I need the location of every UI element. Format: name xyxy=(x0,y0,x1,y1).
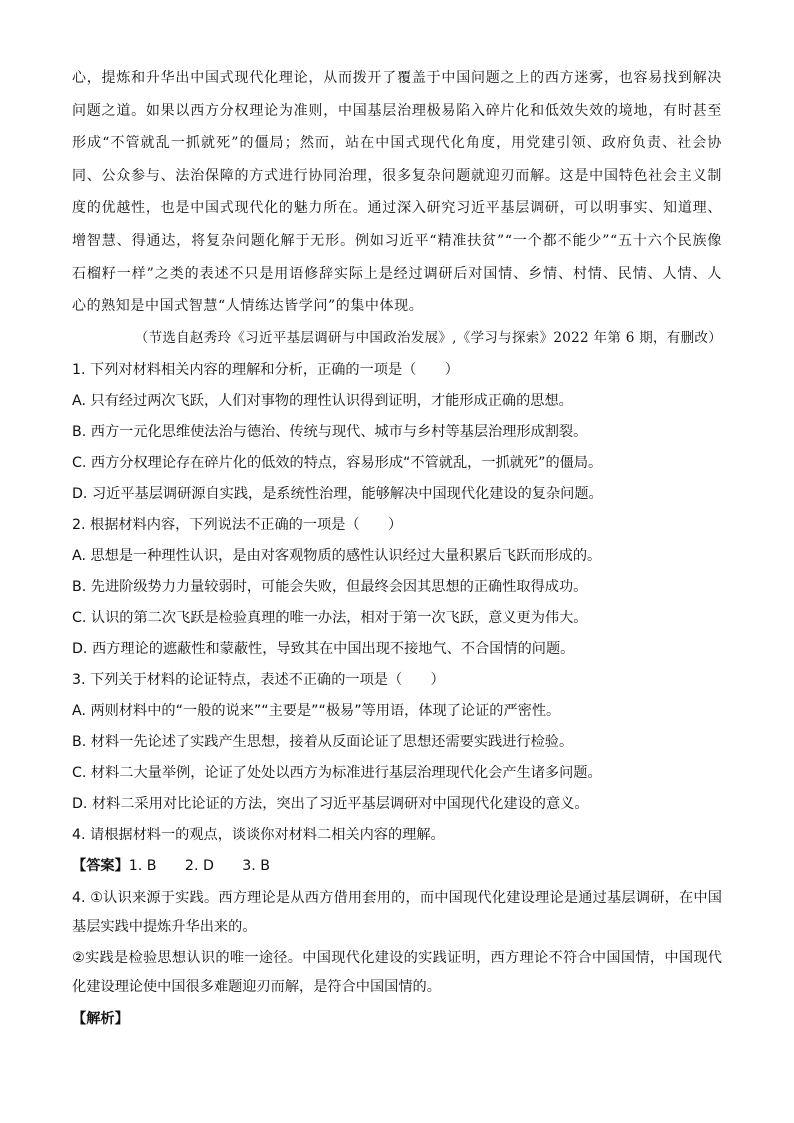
answer-point-1: 4. ①认识来源于实践。西方理论是从西方借用套用的，而中国现代化建设理论是通过基层调研，在中国基层实践中提炼升华出来的。 xyxy=(72,889,722,935)
question-3-stem: 3. 下列关于材料的论证特点，表述不正确的一项是（ ） xyxy=(72,671,445,688)
answer-choices: 1. B 2. D 3. B xyxy=(128,857,271,874)
question-2-stem: 2. 根据材料内容，下列说法不正确的一项是（ ） xyxy=(72,516,403,533)
question-3-option-d: D. 材料二采用对比论证的方法，突出了习近平基层调研对中国现代化建设的意义。 xyxy=(72,795,589,812)
question-1-option-a: A. 只有经过两次飞跃，人们对事物的理性认识得到证明，才能形成正确的思想。 xyxy=(72,392,573,409)
passage-source: （节选自赵秀玲《习近平基层调研与中国政治发展》,《学习与探索》2022 年第 6 期，有删改） xyxy=(134,329,722,346)
question-1-option-c: C. 西方分权理论存在碎片化的低效的特点，容易形成“不管就乱，一抓就死”的僵局。 xyxy=(72,454,603,471)
document-page xyxy=(72,62,722,1035)
question-2-option-d: D. 西方理论的遮蔽性和蒙蔽性，导致其在中国出现不接地气、不合国情的问题。 xyxy=(72,640,575,657)
question-2-option-c: C. 认识的第二次飞跃是检验真理的唯一办法，相对于第一次飞跃，意义更为伟大。 xyxy=(72,609,588,626)
question-2-option-b: B. 先进阶级势力力量较弱时，可能会失败，但最终会因其思想的正确性取得成功。 xyxy=(72,578,588,595)
question-1-option-b: B. 西方一元化思维使法治与德治、传统与现代、城市与乡村等基层治理形成割裂。 xyxy=(72,423,588,440)
question-3-option-a: A. 两则材料中的“一般的说来”“主要是”“极易”等用语，体现了论证的严密性。 xyxy=(72,702,561,719)
answer-point-2: ②实践是检验思想认识的唯一途径。中国现代化建设的实践证明，西方理论不符合中国国情，中国现代化建设理论使中国很多难题迎刃而解，是符合中国国情的。 xyxy=(72,949,722,995)
passage-text: 心，提炼和升华出中国式现代化理论，从而拨开了覆盖于中国问题之上的西方迷雾，也容易找到解决问题之道。如果以西方分权理论为准则，中国基层治理极易陷入碎片化和低效失效的境地，有时甚至形成“不管就乱一抓就死”的僵局；然而，站在中国式现代化角度，用党建引领、政府负责、社会协同、公众参与、法治保障的方式进行协同治理，很多复杂问题就迎刃而解。这是中国特色社会主义制度的优越性，也是中国式现代化的魅力所在。通过深入研究习近平基层调研，可以明事实、知道理、增智慧、得通达，将复杂问题化解于无形。例如习近平“精准扶贫”“一个都不能少”“五十六个民族像石榴籽一样”之类的表述不只是用语修辞实际上是经过调研后对国情、乡情、村情、民情、人情、人心的熟知是中国式智慧“人情练达皆学问”的集中体现。 xyxy=(72,70,722,315)
question-4-stem: 4. 请根据材料一的观点，谈谈你对材料二相关内容的理解。 xyxy=(72,826,445,843)
answer-row xyxy=(72,851,722,882)
questions-section xyxy=(72,355,722,1035)
question-3-option-c: C. 材料二大量举例，论证了处处以西方为标准进行基层治理现代化会产生诸多问题。 xyxy=(72,764,602,781)
question-2-option-a: A. 思想是一种理性认识，是由对客观物质的感性认识经过大量积累后飞跃而形成的。 xyxy=(72,547,602,564)
question-1-stem: 1. 下列对材料相关内容的理解和分析，正确的一项是（ ） xyxy=(72,361,459,378)
answer-tag: 【答案】 xyxy=(72,857,129,874)
question-1-option-d: D. 习近平基层调研源自实践，是系统性治理，能够解决中国现代化建设的复杂问题。 xyxy=(72,485,603,502)
analysis-tag: 【解析】 xyxy=(72,1010,129,1027)
question-3-option-b: B. 材料一先论述了实践产生思想，接着从反面论证了思想还需要实践进行检验。 xyxy=(72,733,574,750)
